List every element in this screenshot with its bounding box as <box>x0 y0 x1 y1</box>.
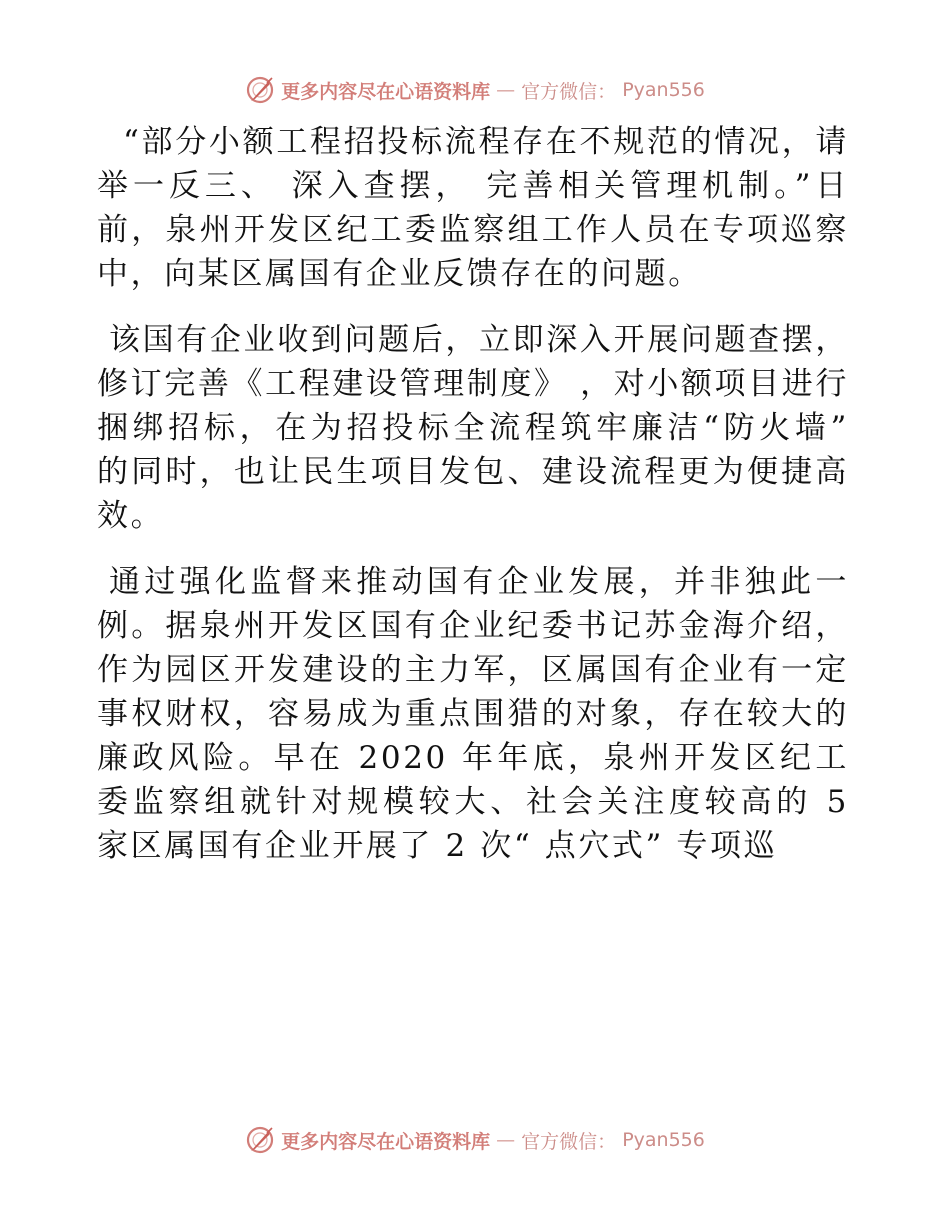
watermark-wechat-id: Pyan556 <box>622 1129 705 1151</box>
watermark-banner-bottom <box>0 1120 950 1160</box>
watermark-content <box>245 1125 705 1155</box>
paragraph-2: 该国有企业收到问题后，立即深入开展问题查摆，修订完善《工程建设管理制度》 ，对小额项目进行捆绑招标，在为招投标全流程筑牢廉洁“防火墙” 的同时，也让民生项目发包、建设流程更为便捷高效。 <box>97 322 849 534</box>
watermark-dash: — <box>496 1129 516 1151</box>
document-body <box>97 120 849 868</box>
quill-pen-circle-icon <box>245 1125 275 1155</box>
paragraph-3: 通过强化监督来推动国有企业发展，并非独此一例。据泉州开发区国有企业纪委书记苏金海介绍，作为园区开发建设的主力军，区属国有企业有一定事权财权，容易成为重点围猎的对象，存在较大的廉政风险。早在 2020 年年底，泉州开发区纪工委监察组就针对规模较大、社会关注度较高的 5 家区属国有企业开展了 2 次“ 点穴式” 专项巡 <box>97 564 849 864</box>
watermark-text: 更多内容尽在心语资料库 <box>281 80 491 103</box>
watermark-dash: — <box>496 79 516 101</box>
watermark-wechat-id: Pyan556 <box>622 79 705 101</box>
quill-pen-circle-icon <box>245 75 275 105</box>
watermark-text: 更多内容尽在心语资料库 <box>281 1130 491 1153</box>
watermark-content <box>245 75 705 105</box>
paragraph-1: “部分小额工程招投标流程存在不规范的情况，请举一反三、 深入查摆， 完善相关管理机制。”日前，泉州开发区纪工委监察组工作人员在专项巡察中，向某区属国有企业反馈存在的问题。 <box>97 124 849 292</box>
watermark-wechat-label: 官方微信： <box>521 1130 617 1153</box>
watermark-banner-top <box>0 70 950 110</box>
watermark-wechat-label: 官方微信： <box>521 80 617 103</box>
